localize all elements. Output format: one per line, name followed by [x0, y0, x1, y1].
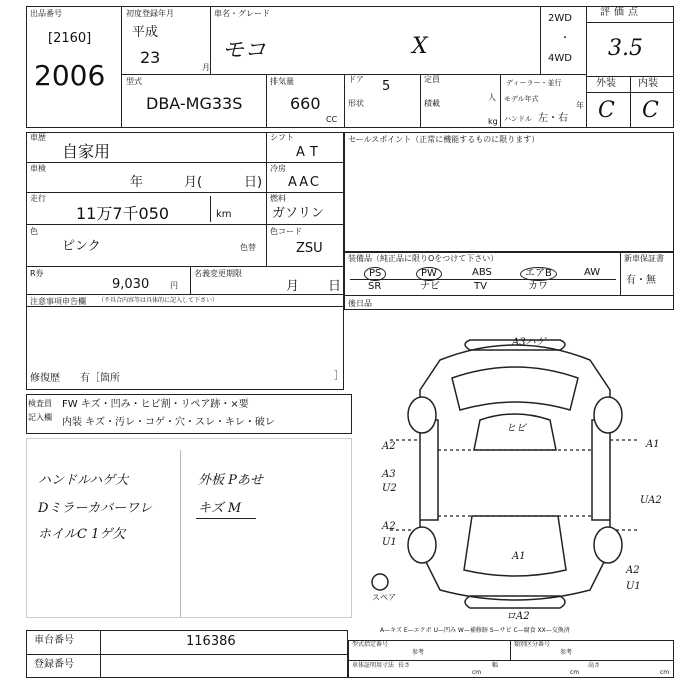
grade-int-label: 内装: [638, 78, 658, 89]
note-left-1: ハンドルハゲ大: [38, 473, 129, 488]
warranty-value: 有・無: [626, 275, 656, 286]
shift-value: AT: [296, 145, 324, 160]
info-frame: [26, 132, 344, 390]
bottom-h-cm: cm: [660, 669, 670, 676]
repair-close: ］: [334, 371, 344, 382]
grade-ext-label: 外装: [596, 78, 616, 89]
drive-divider: [540, 6, 541, 74]
mileage-divider: [210, 196, 211, 222]
note-right-2: キズ M: [198, 501, 242, 516]
grade-ext: C: [598, 98, 615, 123]
checks-ext: FW キズ・凹み・ヒビ割・リペア跡・×要: [62, 399, 249, 410]
note-right-1: 外板 Pあせ: [198, 473, 263, 488]
sales-frame: [344, 132, 674, 252]
recycle-value: 9,030: [112, 277, 150, 292]
note-left-3: ホイルC 1ゲ欠: [38, 527, 126, 542]
diagram-right-1: A1: [646, 439, 660, 450]
caution-note: （不具合内容等は具体的に記入して下さい）: [98, 297, 219, 304]
fuel-value: ガソリン: [272, 206, 325, 221]
recycle-label: R券: [30, 269, 44, 278]
color-value: ピンク: [62, 239, 101, 254]
equip-aw: AW: [584, 267, 601, 278]
inspection-y: 年: [130, 175, 144, 190]
grade-vert-line: [630, 76, 631, 128]
caution-underline: [26, 306, 344, 307]
mileage-value: 11万7千050: [76, 204, 170, 223]
load-unit: kg: [488, 117, 498, 126]
cap-label: 定員: [424, 75, 440, 84]
bottom-f2b: 参考: [560, 649, 573, 656]
color-label: 色: [30, 227, 38, 236]
bottom-h: 高さ: [588, 662, 601, 669]
disp-value: 660: [290, 94, 321, 113]
info-hline-2: [26, 192, 344, 193]
grade-int: C: [642, 98, 659, 123]
grade-sub-line: [586, 92, 674, 93]
reg-era: 平成: [132, 25, 159, 40]
repair-label: 修復歴: [30, 373, 60, 384]
diagram-left-4: A2: [382, 521, 396, 532]
door-divider: [420, 74, 421, 128]
car-grade: X: [412, 34, 428, 59]
notes-divider: [180, 450, 181, 618]
name-period-label: 名義変更期限: [194, 269, 242, 278]
history-value: 自家用: [62, 142, 111, 161]
equipment-label: 装備品（純正品に限りOをつけて下さい）: [348, 254, 499, 263]
bottom-f2: 類別区分番号: [514, 641, 551, 648]
drive-2wd: 2WD: [548, 13, 572, 24]
load-label: 積載: [424, 99, 440, 108]
equip-airbag: エアB: [520, 267, 557, 281]
car-label: 車名・グレード: [214, 9, 270, 18]
reg-month-unit: 月: [202, 63, 210, 72]
mileage-unit: km: [216, 209, 232, 220]
car-diagram: [360, 320, 670, 620]
bottom-l-cm: cm: [472, 669, 482, 676]
cap-divider: [500, 74, 501, 128]
inspection-d: 日): [244, 175, 263, 190]
info-hline-1: [26, 162, 344, 163]
dealer-year-unit: 年: [576, 101, 584, 110]
note-underline: [196, 518, 256, 519]
bottom-hline: [26, 654, 348, 655]
bottom-vline: [100, 630, 101, 678]
equip-sr: SR: [368, 281, 382, 292]
equip-abs: ABS: [472, 267, 492, 278]
equip-pw: PW: [416, 267, 442, 281]
diagram-left-2: A3: [382, 469, 396, 480]
drive-4wd: 4WD: [548, 53, 572, 64]
checks-head1: 検査員: [28, 399, 52, 408]
inspection-m: 月(: [184, 175, 203, 190]
grade-score: 3.5: [608, 36, 643, 61]
checks-int: 内装 キズ・汚レ・コゲ・穴・スレ・キレ・破レ: [62, 417, 275, 428]
name-period-d: 日: [328, 279, 342, 294]
warranty-label: 新車保証書: [624, 254, 664, 263]
color-change-label: 色替: [240, 243, 256, 252]
equip-navi: ナビ: [420, 281, 440, 292]
ac-label: 冷房: [270, 164, 286, 173]
grade-label-line: [586, 22, 674, 23]
equip-ps: PS: [364, 267, 386, 281]
diagram-left-3: U2: [382, 483, 397, 494]
reg-year: 23: [140, 48, 161, 67]
caution-label: 注意事項申告欄: [30, 297, 86, 306]
model-label: 型式: [126, 77, 142, 86]
bottom-f1: 型式指定番号: [352, 641, 389, 648]
diagram-center: A1: [512, 551, 526, 562]
colorcode-value: ZSU: [296, 241, 323, 256]
dealer-label: ディーラー・並行: [506, 79, 562, 87]
bottom-right-hline: [348, 660, 674, 661]
diagram-bottom: ロA2: [506, 611, 530, 622]
disp-divider: [344, 74, 345, 128]
diagram-legend: A—キズ E—エクボ U—凹み W—補修跡 S—サビ C—腐食 XX—交換済: [380, 627, 570, 634]
bottom-f3: 車体証明用寸法: [352, 662, 395, 669]
history-label: 車歴: [30, 133, 46, 142]
dealer-handle: ハンドル: [504, 115, 532, 123]
reg-divider: [210, 6, 211, 74]
equipment-grid: [350, 266, 616, 294]
model-value: DBA-MG33S: [146, 94, 243, 113]
info-hline-5: [26, 294, 344, 295]
chassis-label: 車台番号: [34, 635, 74, 646]
info-hline-4: [26, 266, 344, 267]
lot-number: 2006: [34, 59, 106, 92]
shape-label: 形状: [348, 99, 364, 108]
diagram-left-5: U1: [382, 537, 397, 548]
car-name: モコ: [222, 38, 267, 63]
inspection-label: 車検: [30, 164, 46, 173]
info-hline-3: [26, 224, 344, 225]
diagram-glass: ヒビ: [506, 423, 526, 434]
door-label: ドア: [348, 75, 364, 84]
equip-tv: TV: [474, 281, 487, 292]
bottom-l: 長さ: [398, 662, 411, 669]
sales-label: セールスポイント（正常に機能するものに限ります）: [348, 135, 540, 144]
after-check-frame: [344, 296, 674, 310]
chassis-value: 116386: [186, 634, 236, 649]
lot-code: [2160]: [48, 31, 92, 46]
door-value: 5: [382, 79, 391, 94]
bottom-w-cm: cm: [570, 669, 580, 676]
recycle-unit: 円: [170, 281, 178, 290]
fuel-label: 燃料: [270, 194, 286, 203]
bottom-right-vline: [510, 640, 511, 660]
recycle-divider: [190, 266, 191, 294]
note-left-2: Dミラーカバーワレ: [38, 501, 153, 516]
diagram-right-4: U1: [626, 581, 641, 592]
diagram-right-3: A2: [626, 565, 640, 576]
bottom-right-frame: [348, 640, 674, 678]
ac-value: AAC: [288, 175, 321, 190]
colorcode-label: 色コード: [270, 227, 302, 236]
shift-label: シフト: [270, 133, 294, 142]
bottom-w: 幅: [492, 662, 499, 669]
mileage-label: 走行: [30, 194, 46, 203]
equipment-grid-hline: [350, 279, 616, 280]
diagram-spare: スペア: [372, 593, 396, 602]
diagram-top: A3ハゲ: [512, 337, 546, 348]
bottom-f1b: 参考: [412, 649, 425, 656]
cap-unit: 人: [488, 93, 496, 102]
name-period-m: 月: [286, 279, 300, 294]
checks-head2: 記入欄: [28, 413, 52, 422]
repair-value: 有［箇所: [80, 373, 120, 384]
warranty-divider: [620, 252, 621, 296]
diagram-right-2: UA2: [640, 495, 662, 506]
drive-sep: ・: [560, 33, 570, 44]
disp-unit: CC: [326, 115, 338, 124]
disp-label: 排気量: [270, 77, 294, 86]
lot-label: 出品番号: [30, 9, 62, 18]
reg-label: 初度登録年月: [126, 9, 174, 18]
info-vline: [266, 132, 267, 266]
dealer-model-year: モデル年式: [504, 95, 539, 103]
equip-leather: カワ: [528, 281, 548, 292]
after-check-label: 後日品: [348, 299, 372, 308]
dealer-lr: 左・右: [538, 113, 568, 124]
diagram-left-1: A2: [382, 441, 396, 452]
grade-label: 評価点: [600, 7, 642, 18]
model-divider: [266, 74, 267, 128]
plate-label: 登録番号: [34, 659, 74, 670]
